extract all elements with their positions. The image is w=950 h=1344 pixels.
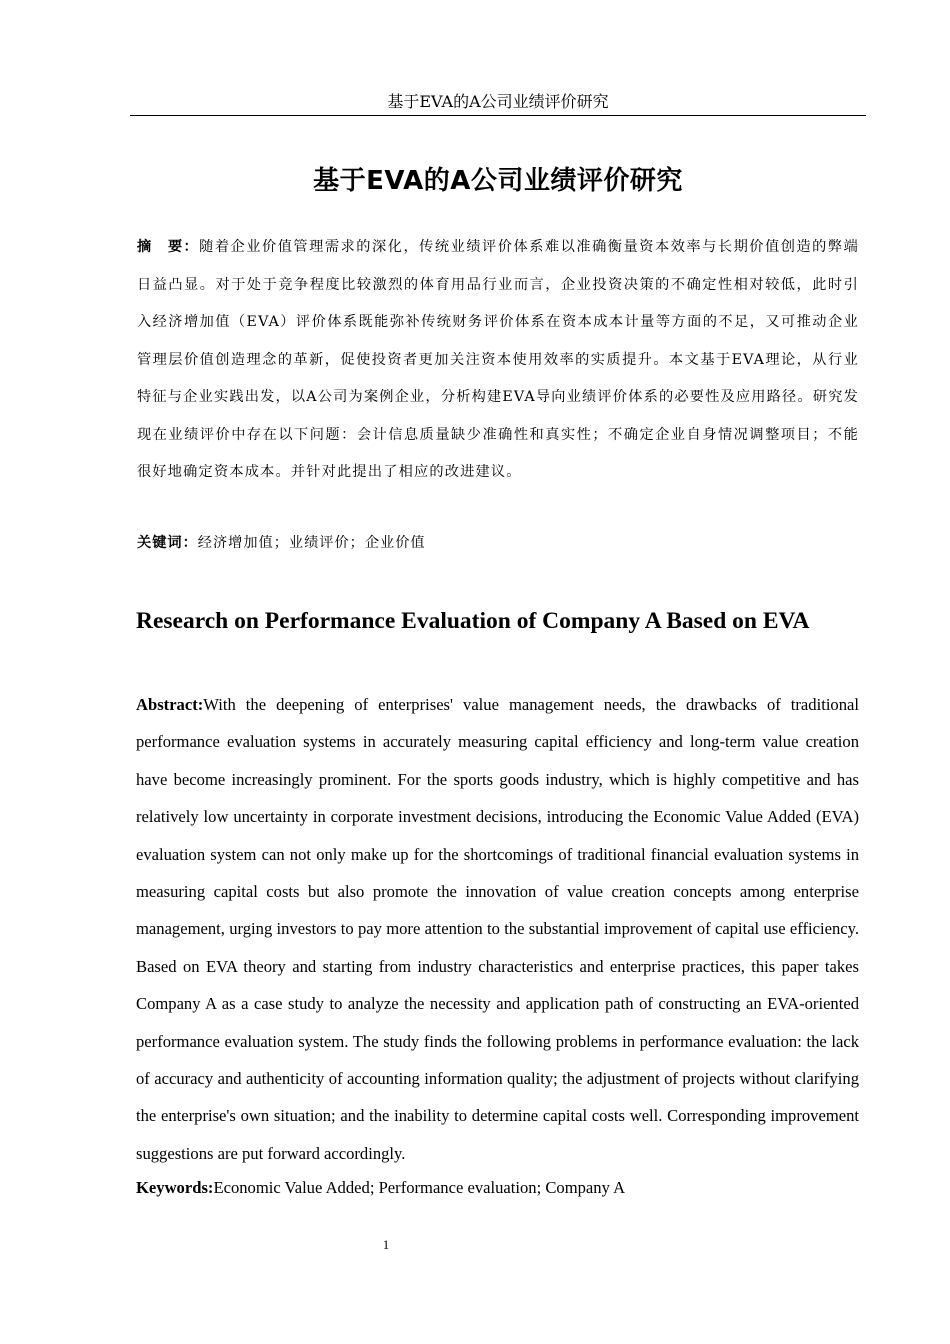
- header-divider: [130, 115, 866, 116]
- chinese-keywords-label: 关键词：: [137, 535, 198, 551]
- english-keywords: [136, 1173, 859, 1203]
- english-abstract: [136, 686, 859, 1172]
- english-keywords-text: Economic Value Added; Performance evaluation; Company A: [213, 1178, 626, 1197]
- running-header: 基于EVA的A公司业绩评价研究: [387, 92, 609, 111]
- english-keywords-label: Keywords:: [136, 1178, 214, 1197]
- chinese-abstract-text: 随着企业价值管理需求的深化，传统业绩评价体系难以准确衡量资本效率与长期价值创造的弊端日益凸显。对于处于竞争程度比较激烈的体育用品行业而言，企业投资决策的不确定性相对较低，此时引入经济增加值（EVA）评价体系既能弥补传统财务评价体系在资本成本计量等方面的不足，又可推动企业管理层价值创造理念的革新，促使投资者更加关注资本使用效率的实质提升。本文基于EVA理论，从行业特征与企业实践出发，以A公司为案例企业，分析构建EVA导向业绩评价体系的必要性及应用路径。研究发现在业绩评价中存在以下问题：会计信息质量缺少准确性和真实性；不确定企业自身情况调整项目；不能很好地确定资本成本。并针对此提出了相应的改进建议。: [137, 239, 859, 480]
- english-title: Research on Performance Evaluation of Company A Based on EVA: [136, 608, 810, 634]
- chinese-abstract: [137, 229, 859, 492]
- page-number: 1: [382, 1237, 390, 1252]
- chinese-keywords: [137, 526, 859, 560]
- chinese-title: 基于EVA的A公司业绩评价研究: [313, 166, 683, 197]
- chinese-keywords-text: 经济增加值；业绩评价；企业价值: [197, 535, 426, 551]
- english-abstract-label: Abstract:: [136, 695, 204, 714]
- chinese-abstract-label: 摘 要：: [137, 239, 200, 255]
- english-abstract-text: With the deepening of enterprises' value management needs, the drawbacks of traditional performance evaluation systems in accurately measuring capital efficiency and long-term value creation have become increasingly prominent. For the sports goods industry, which is highly competitive and has relatively low uncertainty in corporate investment decisions, introducing the Economic Value Added (EVA) evaluation system can not only make up for the shortcomings of traditional financial evaluation systems in measuring capital costs but also promote the innovation of value creation concepts among enterprise management, urging investors to pay more attention to the substantial improvement of capital use efficiency. Based on EVA theory and starting from industry characteristics and enterprise practices, this paper takes Company A as a case study to analyze the necessity and application path of constructing an EVA-oriented performance evaluation system. The study finds the following problems in performance evaluation: the lack of accuracy and authenticity of accounting information quality; the adjustment of projects without clarifying the enterprise's own situation; and the inability to determine capital costs well. Corresponding improvement suggestions are put forward accordingly.: [136, 695, 859, 1163]
